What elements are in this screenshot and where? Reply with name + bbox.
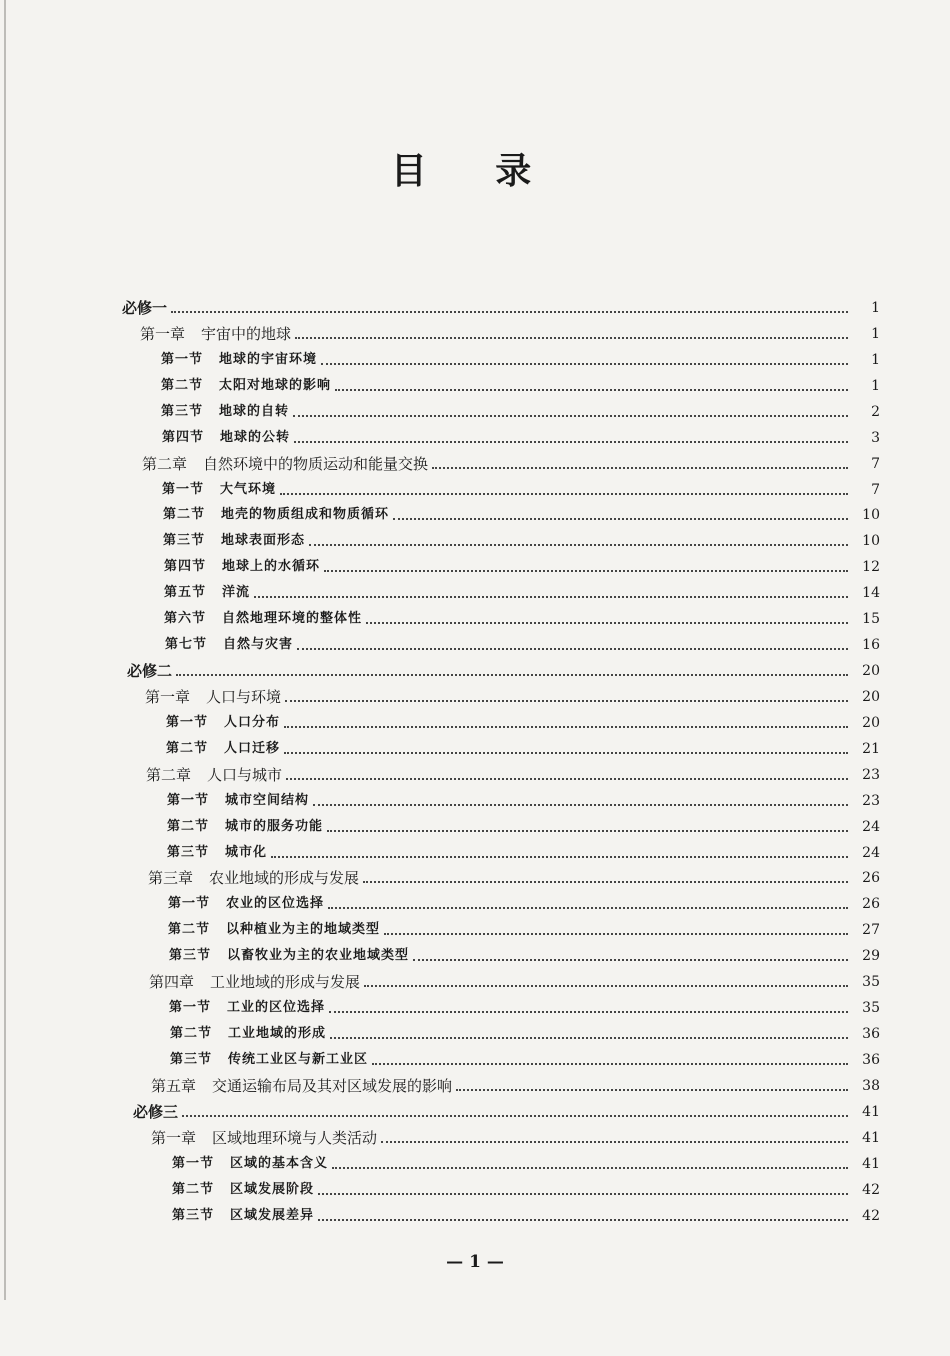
toc-entry-title: 人口迁移: [224, 741, 281, 756]
toc-page-number: 3: [871, 430, 880, 446]
dot-leader: [364, 985, 848, 987]
dot-leader: [366, 622, 848, 624]
toc-entry-title: 交通运输布局及其对区域发展的影响: [212, 1077, 453, 1095]
toc-entry-title: 地球上的水循环: [222, 559, 321, 574]
toc-entry-number: 第四节: [162, 430, 205, 445]
toc-entry-title: 传统工业区与新工业区: [228, 1052, 369, 1067]
page-title: 目 录: [390, 150, 560, 192]
toc-page-number: 15: [862, 611, 880, 627]
toc-item-row: [167, 817, 880, 837]
toc-entry-number: 第二节: [167, 819, 210, 834]
toc-item-row: [166, 713, 880, 733]
toc-item-row: [168, 920, 880, 940]
toc-page-number: 16: [862, 637, 880, 653]
toc-entry-title: 地球表面形态: [221, 533, 306, 548]
dot-leader: [372, 1063, 848, 1065]
dot-leader: [286, 778, 848, 780]
toc-page-number: 10: [862, 507, 880, 523]
dot-leader: [297, 648, 848, 650]
toc-entry-label: [164, 583, 250, 603]
toc-entry-label: [161, 402, 289, 422]
toc-entry-number: 第五节: [164, 585, 207, 600]
toc-entry-number: 第二节: [172, 1182, 215, 1197]
toc-entry-number: 第四节: [164, 559, 207, 574]
toc-entry-number: 第一章: [140, 325, 186, 343]
toc-entry-title: 城市空间结构: [225, 793, 310, 808]
toc-entry-number: 第二节: [166, 741, 209, 756]
toc-entry-number: 第二节: [163, 507, 206, 522]
toc-item-row: [165, 635, 880, 655]
toc-entry-title: 地球的宇宙环境: [219, 352, 318, 367]
toc-entry-label: [127, 661, 172, 681]
toc-item-row: [172, 1180, 880, 1200]
toc-entry-label: [167, 843, 267, 863]
toc-entry-number: 第三节: [172, 1208, 215, 1223]
toc-entry-label: [163, 531, 305, 551]
dot-leader: [271, 856, 848, 858]
toc-item-row: [169, 998, 880, 1018]
toc-chapter-row: [151, 1128, 880, 1148]
toc-entry-label: [168, 894, 324, 914]
toc-entry-label: [162, 428, 290, 448]
toc-entry-title: 以畜牧业为主的农业地域类型: [227, 948, 410, 963]
toc-page-number: 20: [862, 663, 880, 679]
dot-leader: [176, 674, 848, 676]
toc-page-number: 36: [862, 1026, 880, 1042]
toc-entry-number: 第一章: [151, 1129, 197, 1147]
toc-item-row: [167, 791, 880, 811]
toc-entry-title: 人口与城市: [207, 766, 283, 784]
toc-page-number: 42: [862, 1182, 880, 1198]
toc-entry-number: 第一节: [172, 1156, 215, 1171]
toc-entry-number: 第一节: [162, 482, 205, 497]
toc-entry-title: 地壳的物质组成和物质循环: [221, 507, 390, 522]
toc-item-row: [161, 402, 880, 422]
toc-entry-label: [170, 1024, 326, 1044]
toc-entry-label: [133, 1102, 178, 1122]
dot-leader: [330, 1037, 848, 1039]
toc-entry-label: [166, 713, 280, 733]
toc-entry-title: 人口与环境: [206, 688, 282, 706]
toc-item-row: [164, 557, 880, 577]
toc-page-number: 20: [862, 715, 880, 731]
dot-leader: [393, 518, 848, 520]
toc-entry-label: [149, 972, 360, 992]
toc-item-row: [162, 480, 880, 500]
toc-chapter-row: [146, 765, 880, 785]
dot-leader: [280, 493, 848, 495]
dot-leader: [285, 700, 848, 702]
dot-leader: [295, 337, 848, 339]
toc-entry-number: 第三节: [170, 1052, 213, 1067]
toc-entry-label: [140, 324, 291, 344]
toc-entry-number: 第三节: [169, 948, 212, 963]
toc-entry-label: [151, 1076, 452, 1096]
toc-entry-label: [165, 635, 293, 655]
toc-entry-number: 第一节: [166, 715, 209, 730]
toc-page-number: 23: [862, 767, 880, 783]
toc-item-row: [169, 946, 880, 966]
toc-entry-title: 大气环境: [220, 482, 277, 497]
toc-entry-label: [142, 454, 428, 474]
toc-entry-number: 第二节: [168, 922, 211, 937]
toc-page-number: 27: [862, 922, 880, 938]
toc-entry-number: 第三节: [167, 845, 210, 860]
toc-page-number: 29: [862, 948, 880, 964]
toc-entry-title: 农业地域的形成与发展: [209, 869, 360, 887]
toc-page-number: 10: [862, 533, 880, 549]
toc-entry-label: [161, 376, 331, 396]
dot-leader: [335, 389, 848, 391]
toc-entry-number: 第二章: [142, 455, 188, 473]
toc-item-row: [172, 1154, 880, 1174]
toc-entry-label: [122, 298, 167, 318]
toc-entry-title: 工业的区位选择: [227, 1000, 326, 1015]
toc-page-number: 26: [862, 870, 880, 886]
toc-entry-title: 工业地域的形成: [228, 1026, 327, 1041]
toc-page-number: 35: [862, 974, 880, 990]
toc-item-row: [164, 609, 880, 629]
toc-chapter-row: [140, 324, 880, 344]
toc-entry-number: 第三章: [148, 869, 194, 887]
toc-section-row: [122, 298, 880, 318]
toc-chapter-row: [142, 454, 880, 474]
toc-item-row: [162, 428, 880, 448]
toc-entry-title: 工业地域的形成与发展: [210, 973, 361, 991]
toc-entry-title: 必修二: [127, 662, 173, 680]
toc-chapter-row: [145, 687, 880, 707]
toc-entry-number: 第七节: [165, 637, 208, 652]
toc-page-number: 2: [871, 404, 880, 420]
toc-entry-number: 第一节: [167, 793, 210, 808]
toc-entry-label: [162, 480, 276, 500]
toc-entry-title: 人口分布: [224, 715, 281, 730]
toc-entry-label: [169, 946, 409, 966]
toc-entry-number: 第二章: [146, 766, 192, 784]
dot-leader: [309, 544, 848, 546]
toc-page-number: 20: [862, 689, 880, 705]
toc-chapter-row: [151, 1076, 880, 1096]
toc-entry-label: [148, 868, 359, 888]
page-edge-rule: [4, 0, 6, 1300]
toc-chapter-row: [149, 972, 880, 992]
toc-page-number: 7: [871, 482, 880, 498]
toc-page-number: 24: [862, 845, 880, 861]
dot-leader: [328, 907, 848, 909]
dot-leader: [284, 726, 848, 728]
toc-page-number: 1: [871, 352, 880, 368]
toc-entry-title: 区域发展阶段: [230, 1182, 315, 1197]
dot-leader: [313, 804, 848, 806]
toc-entry-number: 第三节: [163, 533, 206, 548]
toc-page-number: 7: [871, 456, 880, 472]
toc-entry-number: 第二节: [170, 1026, 213, 1041]
dot-leader: [171, 311, 848, 313]
toc-item-row: [164, 583, 880, 603]
toc-page-number: 38: [862, 1078, 880, 1094]
toc-entry-title: 城市化: [225, 845, 268, 860]
toc-entry-label: [172, 1154, 328, 1174]
dot-leader: [182, 1115, 848, 1117]
toc-entry-title: 以种植业为主的地域类型: [226, 922, 381, 937]
toc-entry-number: 第四章: [149, 973, 195, 991]
toc-entry-title: 宇宙中的地球: [201, 325, 292, 343]
toc-page-number: 41: [862, 1104, 880, 1120]
toc-entry-number: 第三节: [161, 404, 204, 419]
toc-entry-title: 自然与灾害: [223, 637, 294, 652]
toc-entry-title: 必修一: [122, 299, 168, 317]
toc-page-number: 36: [862, 1052, 880, 1068]
toc-entry-title: 自然地理环境的整体性: [222, 611, 363, 626]
toc-page-number: 41: [862, 1130, 880, 1146]
toc-item-row: [170, 1024, 880, 1044]
toc-entry-number: 第六节: [164, 611, 207, 626]
toc-item-row: [168, 894, 880, 914]
toc-entry-label: [164, 609, 362, 629]
dot-leader: [432, 467, 848, 469]
dot-leader: [318, 1219, 848, 1221]
toc-item-row: [163, 531, 880, 551]
toc-entry-number: 第一节: [168, 896, 211, 911]
dot-leader: [324, 570, 848, 572]
dot-leader: [294, 441, 848, 443]
toc-entry-title: 区域地理环境与人类活动: [212, 1129, 378, 1147]
toc-chapter-row: [148, 868, 880, 888]
toc-entry-label: [151, 1128, 377, 1148]
toc-page-number: 1: [871, 326, 880, 342]
dot-leader: [321, 363, 848, 365]
dot-leader: [318, 1193, 848, 1195]
toc-entry-label: [167, 817, 323, 837]
toc-entry-label: [172, 1180, 314, 1200]
dot-leader: [381, 1141, 848, 1143]
toc-entry-number: 第一章: [145, 688, 191, 706]
dot-leader: [413, 959, 848, 961]
toc-section-row: [127, 661, 880, 681]
toc-entry-label: [146, 765, 282, 785]
toc-entry-title: 自然环境中的物质运动和能量交换: [203, 455, 429, 473]
toc-entry-number: 第一节: [169, 1000, 212, 1015]
toc-entry-label: [169, 998, 325, 1018]
toc-item-row: [167, 843, 880, 863]
toc-item-row: [170, 1050, 880, 1070]
toc-section-row: [133, 1102, 880, 1122]
toc-page-number: 24: [862, 819, 880, 835]
toc-page-number: 23: [862, 793, 880, 809]
dot-leader: [384, 933, 848, 935]
toc-entry-title: 农业的区位选择: [226, 896, 325, 911]
toc-item-row: [161, 376, 880, 396]
toc-item-row: [172, 1206, 880, 1226]
toc-page-number: 1: [871, 378, 880, 394]
toc-page-number: 12: [862, 559, 880, 575]
toc-entry-title: 必修三: [133, 1103, 179, 1121]
toc-page-number: 26: [862, 896, 880, 912]
toc-item-row: [163, 505, 880, 525]
page-number-footer: — 1 —: [446, 1252, 504, 1272]
dot-leader: [456, 1089, 848, 1091]
toc-entry-number: 第五章: [151, 1077, 197, 1095]
dot-leader: [327, 830, 848, 832]
dot-leader: [329, 1011, 848, 1013]
toc-entry-title: 城市的服务功能: [225, 819, 324, 834]
toc-entry-label: [163, 505, 389, 525]
toc-page-number: 41: [862, 1156, 880, 1172]
dot-leader: [254, 596, 848, 598]
toc-entry-label: [172, 1206, 314, 1226]
dot-leader: [284, 752, 848, 754]
toc-entry-number: 第二节: [161, 378, 204, 393]
toc-entry-number: 第一节: [161, 352, 204, 367]
toc-item-row: [161, 350, 880, 370]
toc-page-number: 14: [862, 585, 880, 601]
dot-leader: [363, 881, 848, 883]
toc-item-row: [166, 739, 880, 759]
toc-entry-title: 洋流: [222, 585, 251, 600]
toc-entry-title: 地球的自转: [219, 404, 290, 419]
toc-entry-title: 区域发展差异: [230, 1208, 315, 1223]
toc-entry-label: [168, 920, 380, 940]
toc-entry-label: [161, 350, 317, 370]
toc-page-number: 42: [862, 1208, 880, 1224]
toc-entry-title: 地球的公转: [220, 430, 291, 445]
dot-leader: [293, 415, 848, 417]
toc-page-number: 35: [862, 1000, 880, 1016]
toc-entry-title: 区域的基本含义: [230, 1156, 329, 1171]
toc-entry-title: 太阳对地球的影响: [219, 378, 332, 393]
dot-leader: [332, 1167, 848, 1169]
toc-entry-label: [166, 739, 280, 759]
toc-entry-label: [145, 687, 281, 707]
toc-page-number: 1: [871, 300, 880, 316]
toc-entry-label: [170, 1050, 368, 1070]
toc-entry-label: [164, 557, 320, 577]
toc-entry-label: [167, 791, 309, 811]
toc-page-number: 21: [862, 741, 880, 757]
